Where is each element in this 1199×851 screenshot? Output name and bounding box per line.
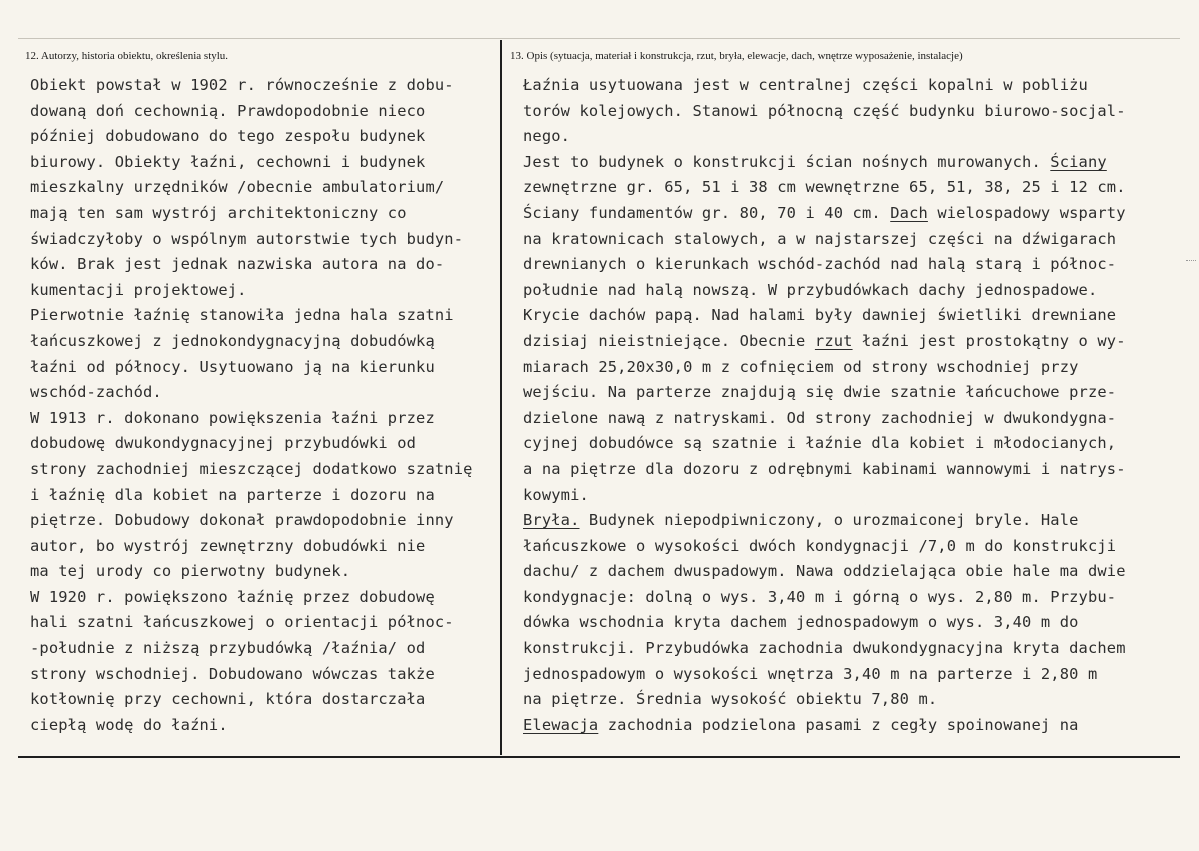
text-segment: na kratownicach stalowych, a w najstarszej części na dźwigarach bbox=[523, 229, 1117, 248]
section-12-header: 12. Autorzy, historia obiektu, określenia stylu. bbox=[25, 50, 229, 62]
text-segment: dachu/ z dachem dwuspadowym. Nawa oddzielająca obie hale ma dwie bbox=[523, 562, 1126, 581]
text-line: mają ten sam wystrój architektoniczny co bbox=[30, 203, 407, 222]
text-segment: cyjnej dobudówce są szatnie i łaźnie dla kobiet i młodocianych, bbox=[523, 434, 1117, 453]
text-line: wschód-zachód. bbox=[30, 383, 162, 402]
text-segment: konstrukcji. Przybudówka zachodnia dwukondygnacyjna kryta dachem bbox=[523, 639, 1126, 658]
section-13-header: 13. Opis (sytuacja, materiał i konstrukcja, rzut, bryła, elewacje, dach, wnętrze wyposażenie, instalacje) bbox=[510, 50, 963, 62]
text-line bbox=[523, 380, 1126, 406]
text-line bbox=[523, 175, 1126, 201]
text-line: ciepłą wodę do łaźni. bbox=[30, 715, 228, 734]
text-segment: kondygnacje: dolną o wys. 3,40 m i górną o wys. 2,80 m. Przybu- bbox=[523, 587, 1117, 606]
text-line: autor, bo wystrój zewnętrzny dobudówki nie bbox=[30, 536, 426, 555]
text-line bbox=[523, 99, 1126, 125]
text-line bbox=[523, 355, 1126, 381]
text-line: Pierwotnie łaźnię stanowiła jedna hala szatni bbox=[30, 306, 454, 325]
text-line: później dobudowano do tego zespołu budynek bbox=[30, 127, 426, 146]
text-line: strony wschodniej. Dobudowano wówczas także bbox=[30, 664, 435, 683]
underlined-term: Ściany bbox=[1050, 152, 1107, 171]
text-segment: dówka wschodnia kryta dachem jednospadowym o wys. 3,40 m do bbox=[523, 613, 1079, 632]
text-line: łańcuszkowej z jednokondygnacyjną dobudówką bbox=[30, 331, 435, 350]
text-line: mieszkalny urzędników /obecnie ambulatorium/ bbox=[30, 178, 445, 197]
text-line bbox=[523, 227, 1126, 253]
text-segment: miarach 25,20x30,0 m z cofnięciem od strony wschodniej przy bbox=[523, 357, 1079, 376]
section-12-text bbox=[30, 73, 473, 738]
text-segment: zewnętrzne gr. 65, 51 i 38 cm wewnętrzne 65, 51, 38, 25 i 12 cm. bbox=[523, 178, 1126, 197]
text-line: piętrze. Dobudowy dokonał prawdopodobnie inny bbox=[30, 511, 454, 530]
text-line: W 1920 r. powiększono łaźnię przez dobudowę bbox=[30, 587, 435, 606]
text-segment: łańcuszkowe o wysokości dwóch kondygnacji /7,0 m do konstrukcji bbox=[523, 536, 1117, 555]
text-segment: a na piętrze dla dozoru z odrębnymi kabinami wannowymi i natrys- bbox=[523, 459, 1126, 478]
text-line bbox=[523, 636, 1126, 662]
text-line bbox=[523, 431, 1126, 457]
text-line: hali szatni łańcuszkowej o orientacji północ- bbox=[30, 613, 454, 632]
text-line: i łaźnię dla kobiet na parterze i dozoru na bbox=[30, 485, 435, 504]
underlined-term: Bryła. bbox=[523, 511, 580, 530]
top-rule bbox=[18, 38, 1180, 39]
text-line bbox=[523, 150, 1126, 176]
text-line bbox=[523, 713, 1126, 739]
text-line bbox=[523, 559, 1126, 585]
text-line: dowaną doń cechownią. Prawdopodobnie nieco bbox=[30, 101, 426, 120]
underlined-term: Elewacja bbox=[523, 715, 599, 734]
section-13-text bbox=[523, 73, 1126, 738]
text-line bbox=[523, 406, 1126, 432]
text-segment: torów kolejowych. Stanowi północną część budynku biurowo-socjal- bbox=[523, 101, 1126, 120]
text-line bbox=[523, 303, 1126, 329]
text-line bbox=[523, 73, 1126, 99]
text-line: Obiekt powstał w 1902 r. równocześnie z dobu- bbox=[30, 76, 454, 94]
text-line: dobudowę dwukondygnacyjnej przybudówki od bbox=[30, 434, 417, 453]
text-line: kotłownię przy cechowni, która dostarczała bbox=[30, 690, 426, 709]
text-line bbox=[523, 457, 1126, 483]
text-segment: dzielone nawą z natryskami. Od strony zachodniej w dwukondygna- bbox=[523, 408, 1117, 427]
edge-mark bbox=[1186, 260, 1196, 267]
text-segment: południe nad halą nowszą. W przybudówkach dachy jednospadowe. bbox=[523, 280, 1098, 299]
text-segment: wielospadowy wsparty bbox=[927, 203, 1126, 222]
text-segment: jednospadowym o wysokości wnętrza 3,40 m na parterze i 2,80 m bbox=[523, 664, 1098, 683]
text-segment: na piętrze. Średnia wysokość obiektu 7,80 m. bbox=[523, 690, 938, 709]
text-line: kumentacji projektowej. bbox=[30, 280, 247, 299]
text-line bbox=[523, 483, 1126, 509]
text-segment: nego. bbox=[523, 127, 571, 146]
text-line bbox=[523, 610, 1126, 636]
text-segment: drewnianych o kierunkach wschód-zachód nad halą starą i północ- bbox=[523, 255, 1117, 274]
underlined-term: rzut bbox=[814, 331, 853, 350]
text-line bbox=[523, 534, 1126, 560]
text-segment: dzisiaj nieistniejące. Obecnie bbox=[523, 331, 815, 350]
text-line: łaźni od północy. Usytuowano ją na kierunku bbox=[30, 357, 435, 376]
text-line: strony zachodniej mieszczącej dodatkowo szatnię bbox=[30, 459, 473, 478]
text-line: świadczyłoby o wspólnym autorstwie tych budyn- bbox=[30, 229, 464, 248]
text-segment: Jest to budynek o konstrukcji ścian nośnych murowanych. bbox=[523, 152, 1051, 171]
text-segment: Ściany fundamentów gr. 80, 70 i 40 cm. bbox=[523, 203, 891, 222]
text-line: ków. Brak jest jednak nazwiska autora na do- bbox=[30, 255, 445, 274]
text-segment: Krycie dachów papą. Nad halami były dawniej świetliki drewniane bbox=[523, 306, 1117, 325]
column-divider bbox=[500, 40, 502, 755]
text-line: biurowy. Obiekty łaźni, cechowni i budynek bbox=[30, 152, 426, 171]
text-line bbox=[523, 201, 1126, 227]
text-line bbox=[523, 662, 1126, 688]
text-line bbox=[523, 278, 1126, 304]
text-segment: zachodnia podzielona pasami z cegły spoinowanej na bbox=[598, 715, 1079, 734]
text-line bbox=[523, 585, 1126, 611]
text-line bbox=[523, 687, 1126, 713]
text-line: W 1913 r. dokonano powiększenia łaźni przez bbox=[30, 408, 435, 427]
text-segment: wejściu. Na parterze znajdują się dwie szatnie łańcuchowe prze- bbox=[523, 383, 1117, 402]
text-segment: Łaźnia usytuowana jest w centralnej części kopalni w pobliżu bbox=[523, 76, 1088, 94]
bottom-rule bbox=[18, 756, 1180, 758]
text-line bbox=[523, 124, 1126, 150]
text-segment: łaźni jest prostokątny o wy- bbox=[852, 331, 1126, 350]
text-segment: kowymi. bbox=[523, 485, 589, 504]
text-line bbox=[523, 252, 1126, 278]
text-segment: Budynek niepodpiwniczony, o urozmaiconej bryle. Hale bbox=[579, 511, 1079, 530]
underlined-term: Dach bbox=[890, 203, 928, 222]
text-line bbox=[523, 329, 1126, 355]
text-line bbox=[523, 508, 1126, 534]
text-line: ma tej urody co pierwotny budynek. bbox=[30, 562, 351, 581]
text-line: -południe z niższą przybudówką /łaźnia/ od bbox=[30, 639, 426, 658]
